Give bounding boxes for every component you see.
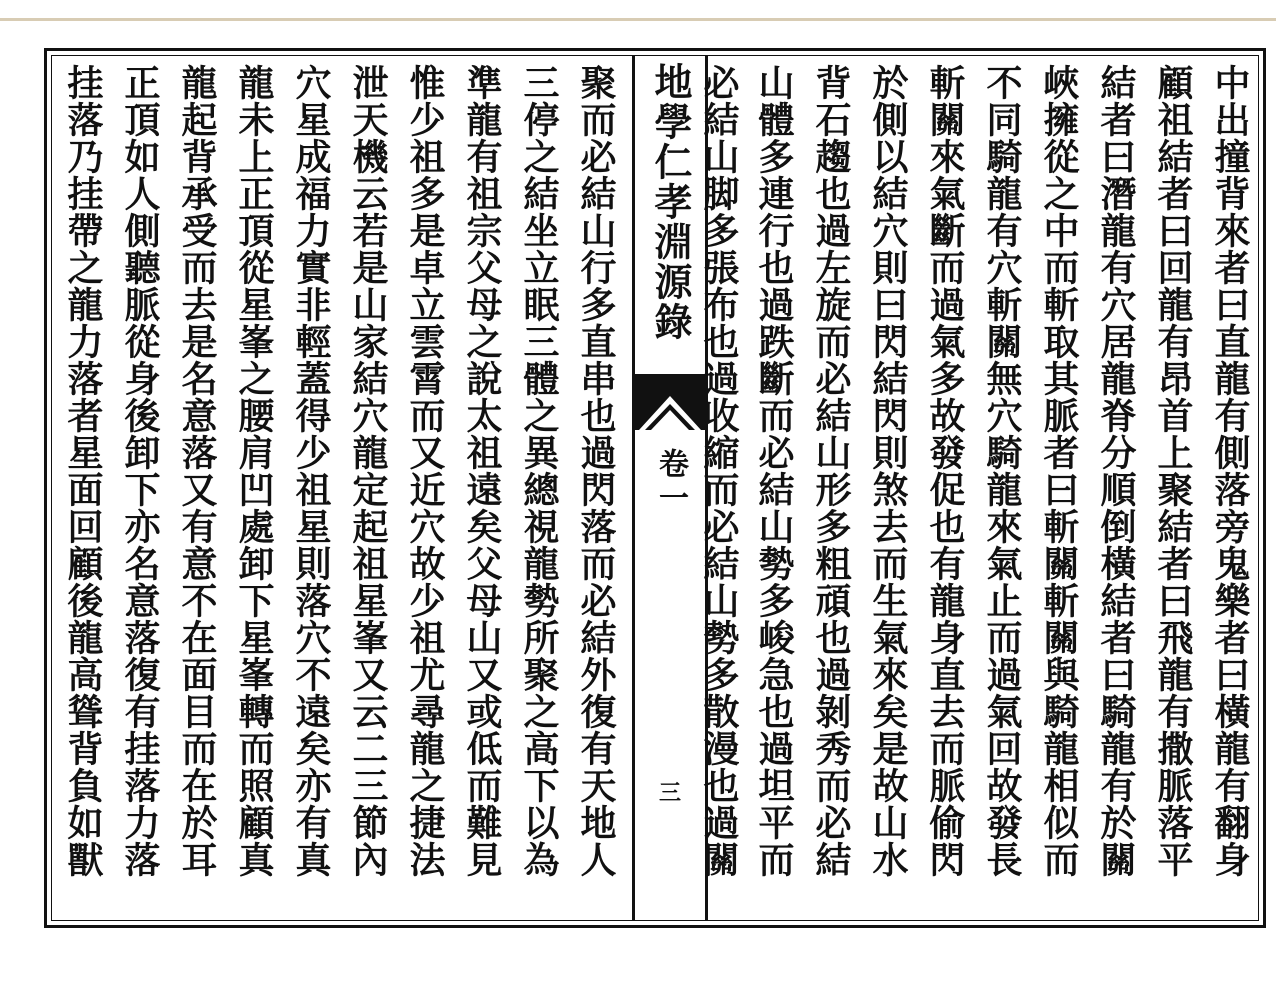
text-column: 必結山脚多張布也過收縮而必結山勢多散漫也過關 (698, 64, 740, 878)
text-column: 龍起背承受而去是名意落又有意不在面目而在於耳 (176, 64, 218, 878)
text-column: 三停之結坐立眠三體之異總視龍勢所聚之高下以為 (518, 64, 560, 878)
text-column: 背石趨也過左旋而必結山形多粗頑也過剝秀而必結 (810, 64, 852, 878)
text-column: 龍未上正頂從星峯之腰肩凹處卸下星峯轉而照顧真 (233, 64, 275, 878)
text-column: 挂落乃挂帶之龍力落者星面回顧後龍高聳背負如獸 (62, 64, 104, 878)
text-column: 惟少祖多是卓立雲霄而又近穴故少祖尤尋龍之捷法 (404, 64, 446, 878)
book-spread (44, 48, 1266, 928)
text-column: 正頂如人側聽脈從身後卸下亦名意落復有挂落力落 (119, 64, 161, 878)
text-column: 於側以結穴則曰閃結閃則煞去而生氣來矣是故山水 (867, 64, 909, 878)
volume-label: 卷一 (653, 448, 688, 516)
text-column: 山體多連行也過跌斷而必結山勢多峻急也過坦平而 (753, 64, 795, 878)
page-number: 三 (658, 780, 681, 806)
text-column: 聚而必結山行多直串也過閃落而必結外復有天地人 (575, 64, 617, 878)
text-column: 泄天機云若是山家結穴龍定起祖星峯又云二三節內 (347, 64, 389, 878)
text-column: 顧祖結者曰回龍有昂首上聚結者曰飛龍有撒脈落平 (1152, 64, 1194, 878)
page-inner-frame (51, 55, 1259, 921)
text-column: 峽擁從之中而斬取其脈者曰斬關斬關與騎龍相似而 (1038, 64, 1080, 878)
text-column: 穴星成福力實非輕蓋得少祖星則落穴不遠矣亦有真 (290, 64, 332, 878)
text-column: 不同騎龍有穴斬關無穴騎龍來氣止而過氣回故發長 (981, 64, 1023, 878)
text-column: 準龍有祖宗父母之說太祖遠矣父母山又或低而難見 (461, 64, 503, 878)
text-column: 結者曰潛龍有穴居龍脊分順倒橫結者曰騎龍有於關 (1095, 64, 1137, 878)
text-column: 斬關來氣斷而過氣多故發促也有龍身直去而脈偷閃 (924, 64, 966, 878)
text-column: 中出撞背來者曰直龍有側落旁鬼樂者曰橫龍有翻身 (1209, 64, 1251, 878)
top-border-bar (0, 0, 1276, 21)
book-title: 地學仁孝淵源錄 (648, 62, 693, 342)
